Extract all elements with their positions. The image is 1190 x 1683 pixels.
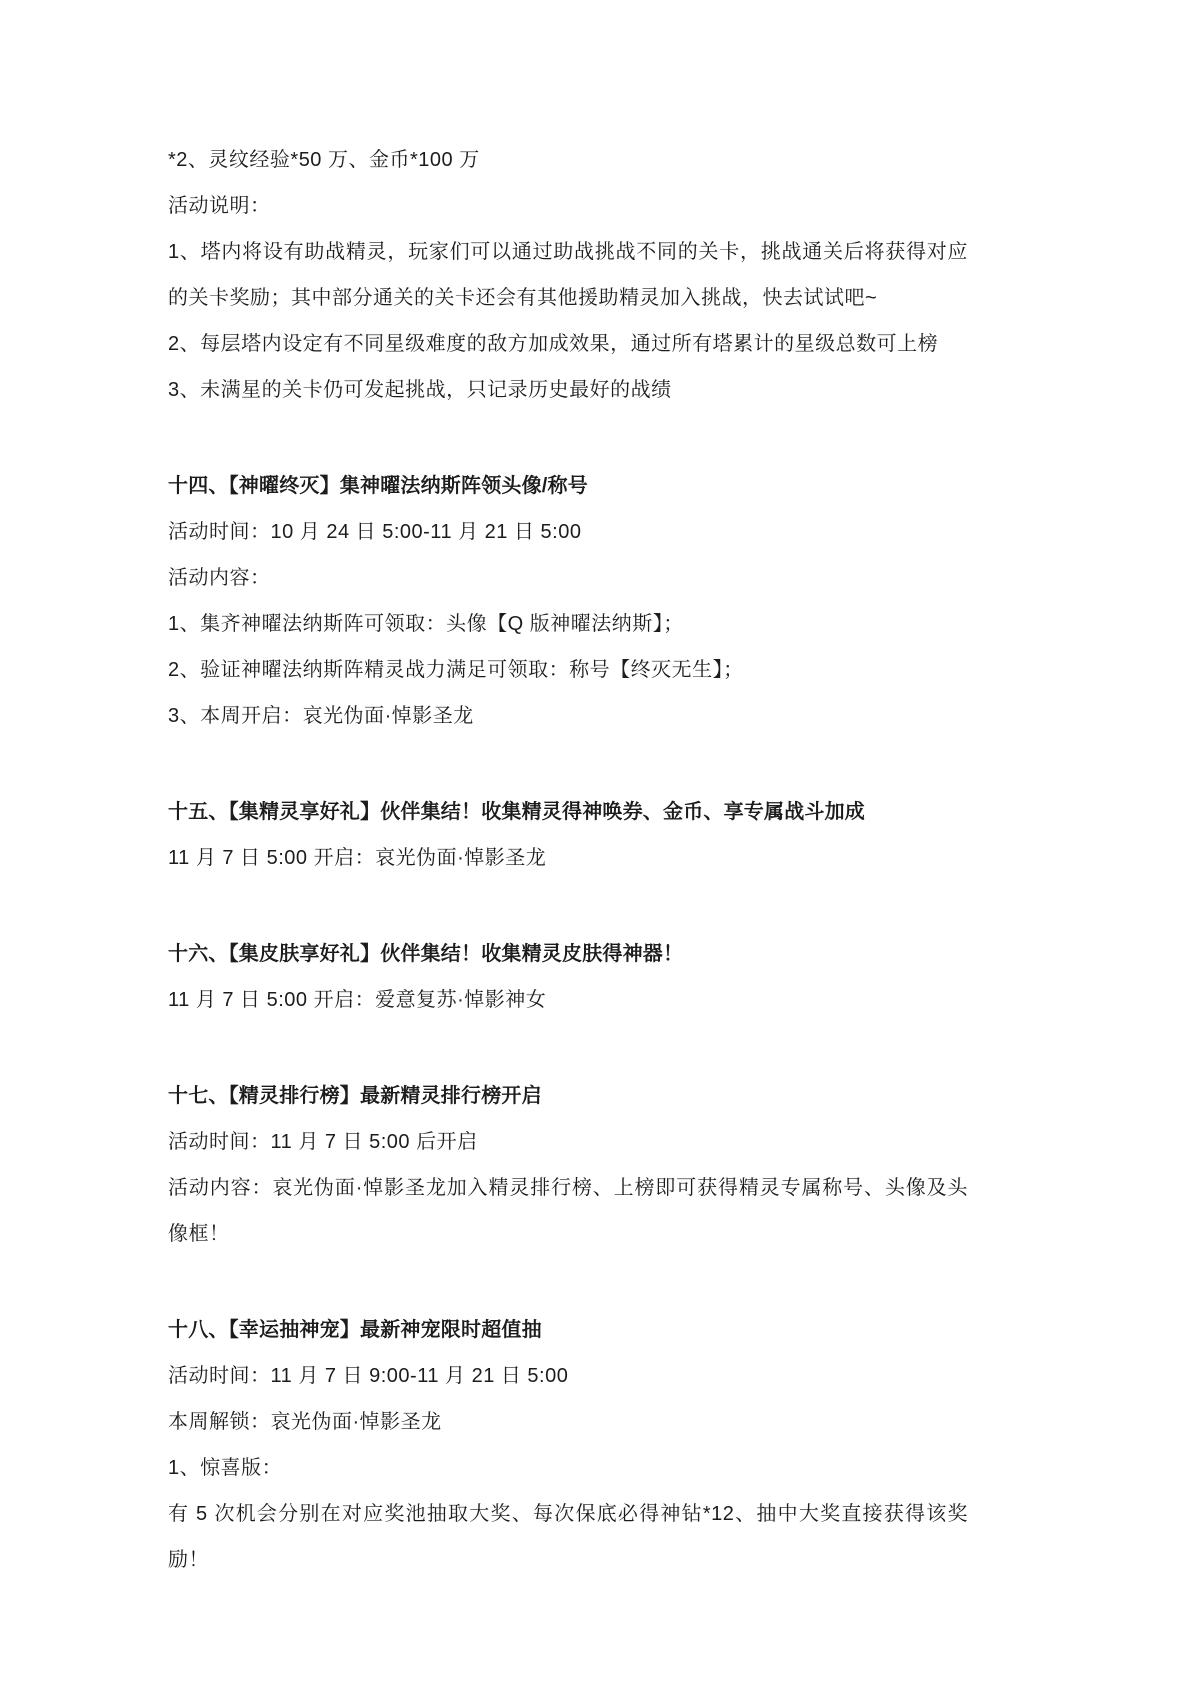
section-17-activity-time: 活动时间：11 月 7 日 5:00 后开启 (168, 1131, 478, 1153)
section-17-activity-content: 活动内容：哀光伪面·悼影圣龙加入精灵排行榜、上榜即可获得精灵专属称号、头像及头像框！ (168, 1177, 968, 1245)
reward-line: *2、灵纹经验*50 万、金币*100 万 (168, 149, 480, 171)
section-14-activity-content-label: 活动内容： (168, 567, 271, 589)
section-15-heading: 十五、【集精灵享好礼】伙伴集结！收集精灵得神唤券、金币、享专属战斗加成 (168, 801, 865, 823)
section-18-surprise-version-label: 1、惊喜版： (168, 1457, 283, 1479)
section-tower-event-tail (168, 137, 968, 413)
activity-note-label: 活动说明： (168, 195, 271, 217)
section-17-heading: 十七、【精灵排行榜】最新精灵排行榜开启 (168, 1085, 542, 1107)
section-14-content-item-1: 1、集齐神曜法纳斯阵可领取：头像【Q 版神曜法纳斯】； (168, 613, 684, 635)
section-18-heading: 十八、【幸运抽神宠】最新神宠限时超值抽 (168, 1319, 542, 1341)
section-16-open-time: 11 月 7 日 5:00 开启：爱意复苏·悼影神女 (168, 989, 547, 1011)
section-14-heading: 十四、【神曜终灭】集神曜法纳斯阵领头像/称号 (168, 475, 588, 497)
section-14-content-item-2: 2、验证神曜法纳斯阵精灵战力满足可领取：称号【终灭无生】； (168, 659, 744, 681)
section-14 (168, 463, 968, 739)
note-item-3: 3、未满星的关卡仍可发起挑战，只记录历史最好的战绩 (168, 379, 672, 401)
section-16 (168, 931, 968, 1023)
document-content (168, 137, 968, 1583)
section-18-surprise-version-desc: 有 5 次机会分别在对应奖池抽取大奖、每次保底必得神钻*12、抽中大奖直接获得该奖励！ (168, 1503, 968, 1571)
note-item-1: 1、塔内将设有助战精灵，玩家们可以通过助战挑战不同的关卡，挑战通关后将获得对应的关卡奖励；其中部分通关的关卡还会有其他援助精灵加入挑战，快去试试吧~ (168, 241, 968, 309)
section-18 (168, 1307, 968, 1583)
section-18-unlock-line: 本周解锁：哀光伪面·悼影圣龙 (168, 1411, 442, 1433)
section-15 (168, 789, 968, 881)
section-18-activity-time: 活动时间：11 月 7 日 9:00-11 月 21 日 5:00 (168, 1365, 569, 1387)
note-item-2: 2、每层塔内设定有不同星级难度的敌方加成效果，通过所有塔累计的星级总数可上榜 (168, 333, 939, 355)
section-14-activity-time: 活动时间：10 月 24 日 5:00-11 月 21 日 5:00 (168, 521, 582, 543)
section-14-content-item-3: 3、本周开启：哀光伪面·悼影圣龙 (168, 705, 474, 727)
section-15-open-time: 11 月 7 日 5:00 开启：哀光伪面·悼影圣龙 (168, 847, 547, 869)
section-17 (168, 1073, 968, 1257)
section-16-heading: 十六、【集皮肤享好礼】伙伴集结！收集精灵皮肤得神器！ (168, 943, 684, 965)
